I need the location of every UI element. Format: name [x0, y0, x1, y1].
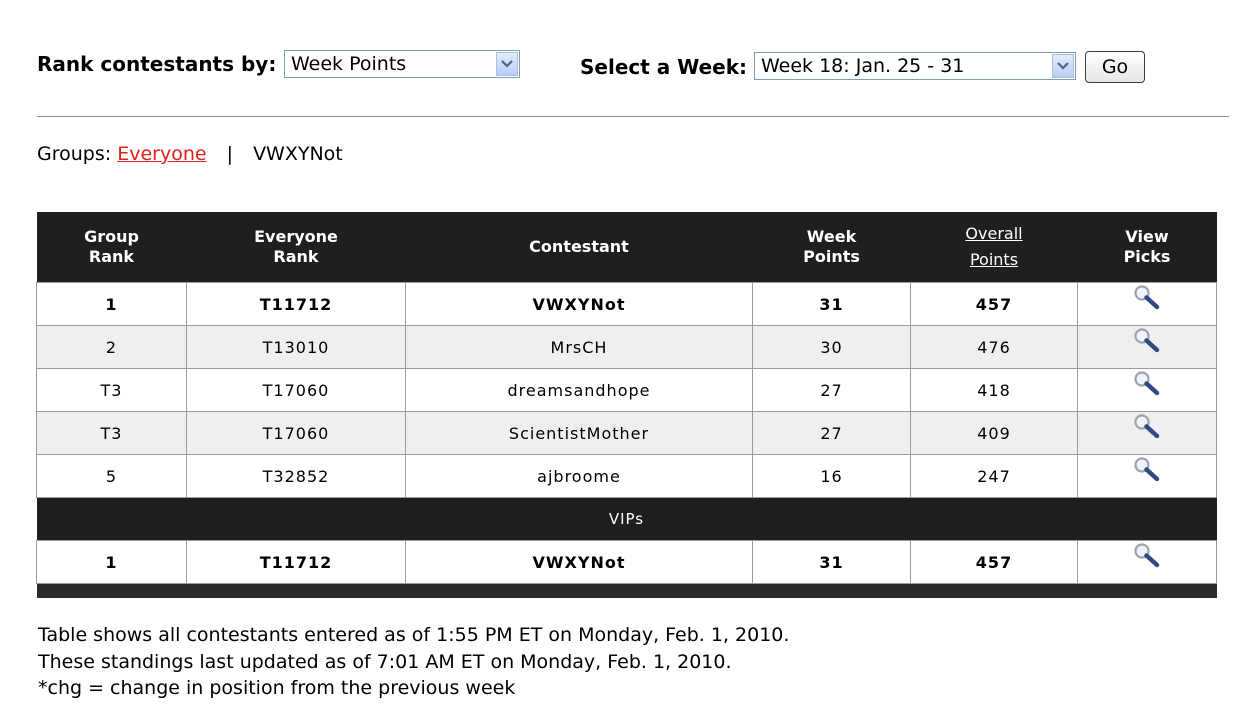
- view-picks-cell: [1078, 369, 1217, 412]
- view-picks-cell: [1078, 326, 1217, 369]
- contestant-cell: MrsCH: [406, 326, 753, 369]
- header-everyone-rank: Everyone Rank: [187, 212, 406, 283]
- header-group-rank: Group Rank: [37, 212, 187, 283]
- table-row: [37, 412, 1217, 455]
- rank-by-label: Rank contestants by:: [37, 52, 277, 76]
- group-link-vwxynot[interactable]: VWXYNot: [253, 143, 343, 165]
- magnifier-icon[interactable]: [1132, 284, 1162, 316]
- magnifier-icon[interactable]: [1132, 327, 1162, 359]
- divider: [37, 116, 1229, 117]
- group-selector: [37, 143, 343, 165]
- week-value: Week 18: Jan. 25 - 31: [761, 55, 965, 77]
- view-picks-cell: [1078, 283, 1217, 326]
- table-row: [37, 283, 1217, 326]
- contestant-cell: VWXYNot: [406, 283, 753, 326]
- group-rank-cell: T3: [37, 369, 187, 412]
- table-notes: [38, 622, 789, 702]
- week-points-cell: 31: [753, 541, 911, 584]
- week-label: Select a Week:: [580, 55, 748, 79]
- week-points-cell: 27: [753, 412, 911, 455]
- everyone-rank-cell: T32852: [187, 455, 406, 498]
- table-row: [37, 369, 1217, 412]
- everyone-rank-cell: T17060: [187, 369, 406, 412]
- group-rank-cell: 2: [37, 326, 187, 369]
- table-row: [37, 541, 1217, 584]
- header-week-points: Week Points: [753, 212, 911, 283]
- everyone-rank-cell: T11712: [187, 283, 406, 326]
- overall-points-cell: 476: [911, 326, 1078, 369]
- overall-points-cell: 418: [911, 369, 1078, 412]
- note-entered: Table shows all contestants entered as of 1:55 PM ET on Monday, Feb. 1, 2010.: [38, 624, 790, 646]
- contestant-cell: ajbroome: [406, 455, 753, 498]
- magnifier-icon[interactable]: [1132, 413, 1162, 445]
- chevron-down-icon[interactable]: [496, 52, 518, 76]
- overall-points-cell: 409: [911, 412, 1078, 455]
- group-separator: |: [226, 143, 234, 165]
- group-rank-cell: 1: [37, 283, 187, 326]
- week-points-cell: 30: [753, 326, 911, 369]
- view-picks-cell: [1078, 455, 1217, 498]
- vip-label: VIPs: [37, 498, 1217, 541]
- week-points-cell: 16: [753, 455, 911, 498]
- view-picks-cell: [1078, 541, 1217, 584]
- group-rank-cell: 1: [37, 541, 187, 584]
- groups-label: Groups:: [37, 143, 112, 165]
- week-points-cell: 31: [753, 283, 911, 326]
- contestant-cell: ScientistMother: [406, 412, 753, 455]
- everyone-rank-cell: T17060: [187, 412, 406, 455]
- contestant-cell: dreamsandhope: [406, 369, 753, 412]
- header-view-picks: View Picks: [1078, 212, 1217, 283]
- magnifier-icon[interactable]: [1132, 456, 1162, 488]
- go-button[interactable]: Go: [1085, 51, 1145, 83]
- week-select[interactable]: [754, 52, 1076, 80]
- table-row: [37, 455, 1217, 498]
- everyone-rank-cell: T13010: [187, 326, 406, 369]
- rank-by-value: Week Points: [291, 53, 407, 75]
- note-updated: These standings last updated as of 7:01 AM ET on Monday, Feb. 1, 2010.: [38, 650, 732, 673]
- note-chg: *chg = change in position from the previous week: [38, 677, 516, 699]
- filter-controls: [37, 48, 1227, 88]
- standings-table: [36, 212, 1217, 598]
- group-rank-cell: 5: [37, 455, 187, 498]
- contestant-cell: VWXYNot: [406, 541, 753, 584]
- magnifier-icon[interactable]: [1132, 370, 1162, 402]
- magnifier-icon[interactable]: [1132, 542, 1162, 574]
- view-picks-cell: [1078, 412, 1217, 455]
- table-footer-bar: [37, 584, 1217, 599]
- week-points-cell: 27: [753, 369, 911, 412]
- group-rank-cell: T3: [37, 412, 187, 455]
- chevron-down-icon[interactable]: [1052, 54, 1074, 78]
- table-row: [37, 326, 1217, 369]
- header-contestant: Contestant: [406, 212, 753, 283]
- overall-points-cell: 457: [911, 283, 1078, 326]
- overall-points-cell: 247: [911, 455, 1078, 498]
- table-header-row: [37, 212, 1217, 283]
- vip-section-header: [37, 498, 1217, 541]
- group-link-everyone[interactable]: Everyone: [117, 143, 207, 165]
- everyone-rank-cell: T11712: [187, 541, 406, 584]
- overall-points-cell: 457: [911, 541, 1078, 584]
- header-overall-points[interactable]: Overall Points: [911, 212, 1078, 283]
- rank-by-select[interactable]: [284, 50, 520, 78]
